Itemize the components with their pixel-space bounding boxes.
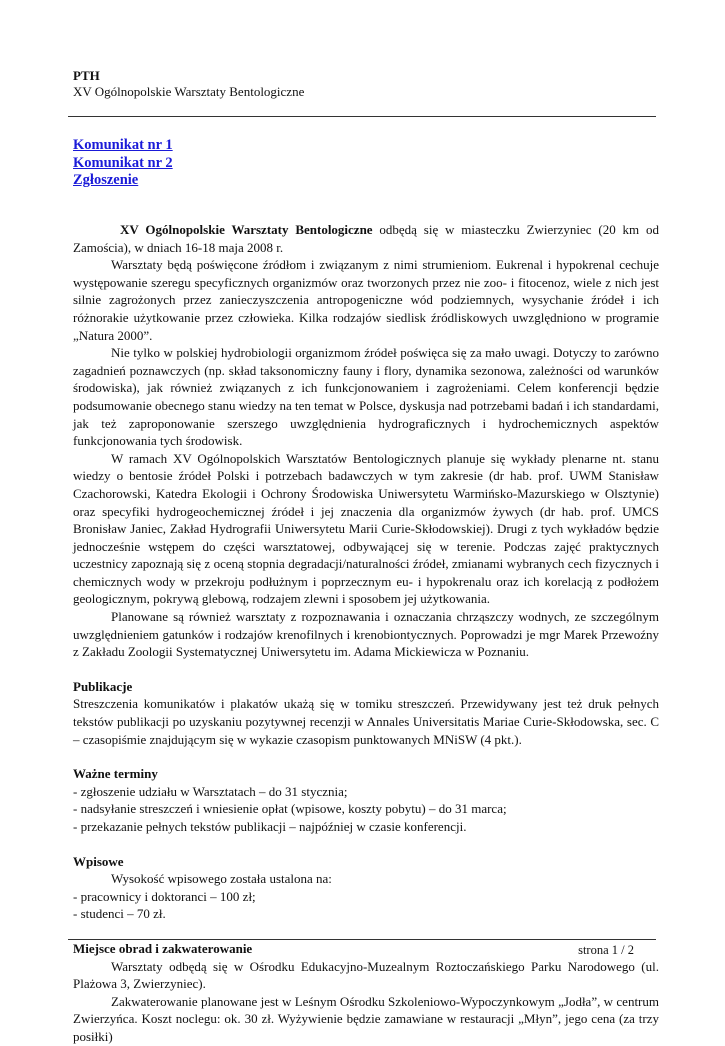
section-title-publikacje: Publikacje [73,678,133,694]
paragraph: Warsztaty będą poświęcone źródłom i związanym z nimi strumieniom. Eukrenal i hypokrenal cechuje występowanie szeregu specyficznych organizmów oraz tworzonych przez nie zoo- i fitocenoz, wiele z nich jest silnie zagrożonych przez zanieczyszczenia antropogeniczne wód podziemnych, wysychanie źródeł i ich różnorakie użytkowanie przez człowieka. Kilka rodzajów siedlisk źródliskowych uwzględniono w programie „Natura 2000”. [73,257,659,343]
footer-divider [68,939,656,940]
link-zgloszenie[interactable]: Zgłoszenie [73,172,139,188]
miejsce-paragraph-1: Warsztaty odbędą się w Ośrodku Edukacyjno-Muzealnym Roztoczańskiego Parku Narodowego (ul. Plażowa 3, Zwierzyniec). [73,958,659,992]
publikacje-text: Streszczenia komunikatów i plakatów ukażą się w tomiku streszczeń. Przewidywany jest też druk pełnych tekstów publikacji po uzyskaniu pozytywnej recenzji w Annales Universitatis Mariae Curie-Skłodowska, sec. C – czasopiśmie znajdującym się w wykazie czasopism punktowanych MNiSW (4 pkt.). [73,696,659,747]
list-item: - zgłoszenie udziału w Warsztatach – do 31 stycznia; [73,783,348,799]
intro-rest: odbędą się w miasteczku Zwierzyniec (20 km od Zamościa), w dniach 16-18 maja 2008 r. [73,222,659,255]
section-title-wpisowe: Wpisowe [73,853,124,869]
list-item: - nadsyłanie streszczeń i wniesienie opłat (wpisowe, koszty pobytu) – do 31 marca; [73,801,507,817]
wpisowe-intro: Wysokość wpisowego została ustalona na: [111,871,332,887]
paragraph: Nie tylko w polskiej hydrobiologii organizmom źródeł poświęca się za mało uwagi. Dotyczy to zarówno zagadnień poznawczych (np. skład taksonomiczny fauny i flory, dynamika sezonowa, zależności od warunków środowiska), jak również związanych z ich funkcjonowaniem i zagrożeniami. Celem konferencji będzie podsumowanie obecnego stanu wiedzy na ten temat w Polsce, dyskusja nad potrzebami badań i ich standardami, jak też zaproponowanie szerszego uwzględnienia hydrograficznych i hydrochemicznych aspektów funkcjonowania tych środowisk. [73,345,659,449]
intro-bold: XV Ogólnopolskie Warsztaty Bentologiczne [120,222,373,237]
org-name: PTH [73,68,100,83]
list-item: - pracownicy i doktoranci – 100 zł; [73,888,256,904]
document-body [73,221,659,1046]
document-links [73,137,173,190]
intro-paragraph [73,221,659,256]
paragraph: Planowane są również warsztaty z rozpoznawania i oznaczania chrząszczy wodnych, ze szczególnym uwzględnieniem gatunków i rodzajów krenofilnych i krenobiontycznych. Poprowadzi je mgr Marek Przewoźny z Zakładu Zoologii Systematycznej Uniwersytetu im. Adama Mickiewicza w Poznaniu. [73,609,659,660]
list-item: - przekazanie pełnych tekstów publikacji – najpóźniej w czasie konferencji. [73,819,467,834]
link-komunikat-1[interactable]: Komunikat nr 1 [73,137,173,153]
section-title-terminy: Ważne terminy [73,766,158,782]
list-item: - studenci – 70 zł. [73,906,166,922]
paragraph: W ramach XV Ogólnopolskich Warsztatów Bentologicznych planuje się wykłady plenarne nt. stanu wiedzy o bentosie źródeł Polski i potrzebach badawczych w tym zakresie (dr hab. prof. UWM Stanisław Czachorowski, Katedra Ekologii i Ochrony Środowiska Uniwersytetu Warmińsko-Mazurskiego w Olsztynie) oraz specyfiki hydrogeochemicznej źródeł i jej znaczenia dla organizmów żywych (dr hab. prof. UMCS Bronisław Janiec, Zakład Hydrografii Uniwersytetu Marii Curie-Skłodowskiej). Drugi z tych wykładów będzie jednocześnie wstępem do części warsztatowej, odbywającej się w terenie. Podczas zajęć praktycznych uczestnicy zapoznają się z oceną stopnia degradacji/naturalności źródeł, zmianami wybranych cech fizycznych i chemicznych wody w przekroju podłużnym i poprzecznym eu- i hypokrenalu oraz ich korelacją z podłożem geologicznym, pokrywą glebową, rodzajem zlewni i sposobem jej użytkowania. [73,450,659,607]
link-komunikat-2[interactable]: Komunikat nr 2 [73,154,173,171]
page-number: strona 1 / 2 [578,943,634,957]
section-title-miejsce: Miejsce obrad i zakwaterowanie [73,940,253,956]
event-subtitle: XV Ogólnopolskie Warsztaty Bentologiczne [73,84,305,99]
header-divider [68,116,656,117]
miejsce-paragraph-2: Zakwaterowanie planowane jest w Leśnym Ośrodku Szkoleniowo-Wypoczynkowym „Jodła”, w centrum Zwierzyńca. Koszt noclegu: ok. 30 zł. Wyżywienie będzie zamawiane w restauracji „Młyn”, jego cena (za trzy posiłki) [73,993,659,1044]
document-header [73,68,653,100]
